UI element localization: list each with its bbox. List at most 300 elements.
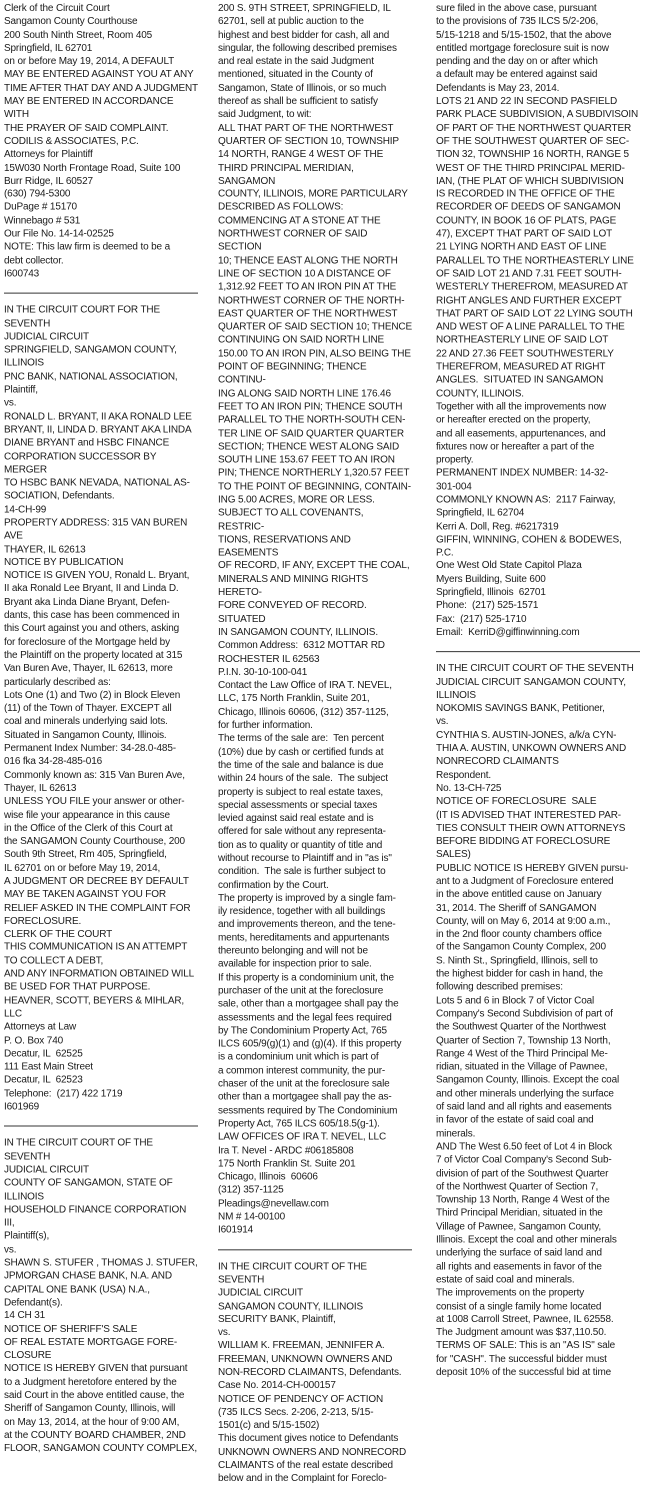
- notice-line: POINT OF BEGINNING; THENCE CONTINU-: [218, 361, 370, 386]
- notice-line: without recourse to Plaintiff and in "as is": [218, 852, 392, 864]
- notice-line: OF THE SOUTHWEST QUARTER OF SEC-: [436, 135, 629, 147]
- notice-line: NORTHWEST CORNER OF SAID SECTION: [218, 228, 371, 254]
- notice-line: confirmation by the Court.: [218, 879, 329, 891]
- notice-line: PERMANENT INDEX NUMBER: 14-32-: [436, 467, 609, 479]
- notice-line: Van Buren Ave, Thayer, IL 62613, more: [4, 663, 173, 675]
- notice-line: SHAWN S. STUFER , THOMAS J. STUFER,: [4, 1257, 198, 1269]
- notice-line: 200 S. 9TH STREET, SPRINGFIELD, IL: [218, 2, 391, 14]
- notice-line: a common interest community, the pur-: [218, 1065, 386, 1077]
- notice-line: (630) 794-5300: [4, 188, 71, 200]
- notice-line: Chicago, Illinois 60606: [218, 1171, 318, 1183]
- notice-line: IN THE CIRCUIT COURT OF THE SEVENTH: [4, 1137, 156, 1163]
- notice-line: vs.: [4, 397, 17, 409]
- notice-line: in the 2nd floor county chambers office: [436, 928, 602, 940]
- notice-line: NON-RECORD CLAIMANTS, Defendants.: [218, 1367, 402, 1379]
- notice-line: Plaintiff(s),: [4, 1230, 50, 1242]
- notice-line: ridian, situated in the Village of Pawnee,: [436, 1061, 608, 1073]
- notice-line: NORTHEASTERLY LINE OF SAID LOT: [436, 334, 609, 346]
- notice-line: 14 CH 31: [4, 1310, 46, 1322]
- notice-line: Lots 5 and 6 in Block 7 of Victor Coal: [436, 995, 595, 1007]
- notice-line: thereof as shall be sufficient to satisfy: [218, 95, 378, 107]
- notice-line: CORPORATION SUCCESSOR BY MERGER: [4, 450, 159, 476]
- notice-line: SPRINGFIELD, SANGAMON COUNTY,: [4, 344, 177, 356]
- notice-line: (312) 357-1125: [218, 1184, 284, 1196]
- notice-line: special assessments or special taxes: [218, 799, 378, 811]
- notice-line: Winnebago # 531: [4, 215, 81, 227]
- notice-line: ILLINOIS: [4, 1190, 44, 1202]
- notice-line: Sangamon, State of Illinois, or so much: [218, 82, 387, 94]
- notice-line: dants, this case has been commenced in: [4, 610, 180, 622]
- notice-line: sessments required by The Condominium: [218, 1105, 398, 1117]
- notice-line: in favor of the estate of said coal and: [436, 1114, 594, 1126]
- notice-line: vs.: [436, 716, 449, 728]
- notice-line: South 9th Street, Rm 405, Springfield,: [4, 849, 167, 861]
- notice-line: (735 ILCS Secs. 2-206, 2-213, 5/15-: [218, 1406, 374, 1418]
- notice-line: COMMENCING AT A STONE AT THE: [218, 215, 381, 227]
- notice-line: Burr Ridge, IL 60527: [4, 175, 93, 187]
- notice-divider: [4, 293, 198, 294]
- notice-line: JUDICIAL CIRCUIT: [4, 331, 90, 343]
- notice-line: 7 of Victor Coal Company's Second Sub-: [436, 1154, 612, 1166]
- notice-line: HOUSEHOLD FINANCE CORPORATION III,: [4, 1204, 189, 1229]
- notice-line: IN THE CIRCUIT COURT OF THE SEVENTH: [218, 1260, 370, 1286]
- notice-line: If this property is a condominium unit, the: [218, 972, 394, 984]
- notice-line: 14 NORTH, RANGE 4 WEST OF THE: [218, 149, 384, 161]
- notice-line: wise file your appearance in this cause: [4, 809, 170, 821]
- notice-line: coal and minerals underlying said lots.: [4, 716, 168, 728]
- notice-line: fixtures now or hereafter a part of the: [436, 441, 595, 453]
- notice-line: SECTION; THENCE WEST ALONG SAID: [218, 441, 400, 453]
- notice-line: NM # 14-00100: [218, 1211, 285, 1223]
- notice-line: purchaser of the unit at the foreclosure: [218, 985, 384, 997]
- notice-line: Company's Second Subdivision of part of: [436, 1008, 613, 1020]
- notice-line: 111 East Main Street: [4, 1061, 93, 1073]
- notice-line: BEFORE BIDDING AT FORECLOSURE: [436, 835, 611, 847]
- notice-line: NOTICE IS HEREBY GIVEN that pursuant: [4, 1363, 188, 1375]
- notice-line: IAN, (THE PLAT OF WHICH SUBDIVISION: [436, 175, 624, 187]
- notice-line: OF REAL ESTATE MORTGAGE FORE-: [4, 1337, 178, 1348]
- notice-line: all rights and easements in favor of the: [436, 1260, 602, 1272]
- notice-line: Range 4 West of the Third Principal Me-: [436, 1048, 608, 1060]
- notice-line: of the Sangamon County Complex, 200: [436, 942, 606, 954]
- notice-line: debt collector.: [4, 255, 64, 267]
- notice-line: Email: KerriD@giffinwinning.com: [436, 627, 580, 639]
- notice-line: 47), EXCEPT THAT PART OF SAID LOT: [436, 228, 613, 240]
- notice-line: Commonly known as: 315 Van Buren Ave,: [4, 769, 185, 781]
- notice-line: thereunto belonging and will not be: [218, 945, 368, 957]
- notice-line: BRYANT, II, LINDA D. BRYANT AKA LINDA: [4, 424, 192, 436]
- notice-line: the Plaintiff on the property located at 315: [4, 650, 183, 662]
- legal-notice: [4, 2, 198, 281]
- notice-line: 10; THENCE EAST ALONG THE NORTH: [218, 255, 398, 267]
- notice-line: IL 62701 on or before May 19, 2014,: [4, 862, 161, 874]
- notice-line: WEST OF THE THIRD PRINCIPAL MERID-: [436, 162, 625, 174]
- notice-line: I600743: [4, 268, 40, 280]
- notice-line: ING ALONG SAID NORTH LINE 176.46: [218, 388, 391, 400]
- notice-line: 62701, sell at public auction to the: [218, 16, 364, 28]
- notice-line: to a Judgment heretofore entered by the: [4, 1376, 177, 1388]
- notice-line: Bryant aka Linda Diane Bryant, Defen-: [4, 596, 170, 608]
- notice-line: pending and the day on or after which: [436, 56, 598, 68]
- notice-line: Clerk of the Circuit Court: [4, 2, 110, 14]
- notice-line: AND The West 6.50 feet of Lot 4 in Block: [436, 1141, 612, 1153]
- notice-line: The improvements on the property: [436, 1287, 585, 1299]
- notice-line: WILLIAM K. FREEMAN, JENNIFER A.: [218, 1340, 385, 1352]
- notice-line: vs.: [4, 1244, 17, 1256]
- notice-line: Case No. 2014-CH-000157: [218, 1380, 336, 1392]
- notice-line: PARALLEL TO THE NORTHEASTERLY LINE: [436, 255, 634, 267]
- notice-line: Third Principal Meridian, situated in the: [436, 1207, 603, 1219]
- notice-line: TO THE POINT OF BEGINNING, CONTAIN-: [218, 481, 411, 493]
- notice-line: No. 13-CH-725: [436, 782, 502, 794]
- legal-notice: [218, 2, 412, 1237]
- notice-line: vs.: [218, 1327, 231, 1339]
- notice-divider: [218, 1249, 412, 1250]
- notice-line: GIFFIN, WINNING, COHEN & BODEWES,: [436, 534, 622, 546]
- notice-line: Our File No. 14-14-02525: [4, 228, 114, 240]
- notice-line: One West Old State Capitol Plaza: [436, 560, 582, 572]
- notice-line: MAY BE ENTERED IN ACCORDANCE WITH: [4, 95, 176, 121]
- notice-line: DIANE BRYANT and HSBC FINANCE: [4, 437, 170, 449]
- legal-notice: [218, 1260, 412, 1486]
- notice-line: The terms of the sale are: Ten percent: [218, 733, 384, 745]
- notice-line: Property Act, 765 ILCS 605/18.5(g-1).: [218, 1118, 380, 1130]
- notice-line: Situated in Sangamon County, Illinois.: [4, 729, 167, 741]
- notice-line: available for inspection prior to sale.: [218, 959, 372, 971]
- notice-line: TIONS, RESERVATIONS AND EASEMENTS: [218, 534, 354, 559]
- notice-line: for further information.: [218, 720, 313, 732]
- notice-line: estate of said coal and minerals.: [436, 1274, 575, 1286]
- notice-line: of the Northwest Quarter of Section 7,: [436, 1181, 599, 1193]
- notice-line: the highest bidder for cash in hand, the: [436, 968, 603, 980]
- notice-line: IS RECORDED IN THE OFFICE OF THE: [436, 188, 615, 200]
- notice-line: Springfield, IL 62701: [4, 42, 93, 54]
- notice-line: Fax: (217) 525-1710: [436, 613, 527, 625]
- notice-line: on or before May 19, 2014, A DEFAULT: [4, 56, 175, 68]
- notice-line: CLAIMANTS of the real estate described: [218, 1460, 393, 1472]
- notice-line: COUNTY, ILLINOIS.: [436, 388, 524, 400]
- notice-line: Springfield, IL 62704: [436, 507, 525, 519]
- notice-line: County, will on May 6, 2014 at 9:00 a.m.,: [436, 915, 611, 927]
- notice-line: PNC BANK, NATIONAL ASSOCIATION,: [4, 371, 178, 383]
- notice-line: CYNTHIA S. AUSTIN-JONES, a/k/a CYN-: [436, 729, 617, 741]
- notice-line: SOUTH LINE 153.67 FEET TO AN IRON: [218, 454, 395, 466]
- notice-line: OF SAID LOT 21 AND 7.31 FEET SOUTH-: [436, 268, 622, 280]
- notice-line: the time of the sale and balance is due: [218, 759, 384, 771]
- notice-line: I601969: [4, 1101, 40, 1113]
- notice-line: RECORDER OF DEEDS OF SANGAMON: [436, 202, 621, 214]
- notice-line: DuPage # 15170: [4, 202, 77, 214]
- notice-line: and other minerals underlying the surface: [436, 1088, 614, 1100]
- notice-divider: [436, 651, 640, 652]
- notice-line: COUNTY OF SANGAMON, STATE OF: [4, 1177, 173, 1189]
- notice-line: FORECLOSURE.: [4, 915, 82, 927]
- notice-line: TERMS OF SALE: This is an "AS IS" sale: [436, 1340, 616, 1352]
- notice-line: said Court in the above entitled cause, the: [4, 1390, 185, 1402]
- notice-line: minerals.: [436, 1128, 476, 1140]
- notice-line: levied against said real estate and is: [218, 813, 374, 825]
- notice-line: P.C.: [436, 547, 454, 559]
- notice-line: NOTICE OF FORECLOSURE SALE: [436, 796, 597, 808]
- notice-line: RELIEF ASKED IN THE COMPLAINT FOR: [4, 902, 191, 914]
- notice-line: TO HSBC BANK NEVADA, NATIONAL AS-: [4, 477, 190, 489]
- notice-line: and improvements thereon, and the tene-: [218, 919, 396, 931]
- notice-line: Phone: (217) 525-1571: [436, 600, 539, 612]
- notice-line: TIME AFTER THAT DAY AND A JUDGMENT: [4, 82, 198, 94]
- notice-line: FEET TO AN IRON PIN; THENCE SOUTH: [218, 401, 403, 413]
- notice-line: QUARTER OF SAID SECTION 10; THENCE: [218, 321, 412, 333]
- notice-line: CLERK OF THE COURT: [4, 928, 113, 940]
- notice-line: consist of a single family home located: [436, 1300, 602, 1312]
- notice-line: particularly described as:: [4, 676, 111, 688]
- notice-line: 150.00 TO AN IRON PIN, ALSO BEING THE: [218, 348, 411, 360]
- notice-line: IN THE CIRCUIT COURT OF THE SEVENTH: [436, 663, 634, 675]
- notice-line: ments, hereditaments and appurtenants: [218, 932, 390, 944]
- notice-line: sale, other than a mortgagee shall pay the: [218, 998, 399, 1010]
- notice-line: MAY BE TAKEN AGAINST YOU FOR: [4, 889, 166, 901]
- notice-line: 14-CH-99: [4, 504, 47, 516]
- notice-line: JUDICIAL CIRCUIT: [4, 1164, 90, 1176]
- notice-line: said Judgment, to wit:: [218, 109, 312, 121]
- notice-line: MINERALS AND MINING RIGHTS HERETO-: [218, 574, 371, 599]
- notice-line: Common Address: 6312 MOTTAR RD: [218, 640, 385, 652]
- notice-line: this Court against you and others, asking: [4, 623, 180, 635]
- notice-line: BE USED FOR THAT PURPOSE.: [4, 982, 151, 994]
- notice-line: NORTHWEST CORNER OF THE NORTH-: [218, 295, 405, 307]
- notice-line: 1501(c) and 5/15-1502): [218, 1420, 320, 1432]
- notice-line: the Southwest Quarter of the Northwest: [436, 1021, 606, 1033]
- notice-line: RONALD L. BRYANT, II AKA RONALD LEE: [4, 411, 192, 423]
- notice-line: Quarter of Section 7, Township 13 North,: [436, 1035, 611, 1047]
- notice-line: for "CASH". The successful bidder must: [436, 1353, 607, 1365]
- notice-line: 1,312.92 FEET TO AN IRON PIN AT THE: [218, 281, 397, 293]
- notice-line: below and in the Complaint for Foreclo-: [218, 1473, 387, 1485]
- notice-line: at the COUNTY BOARD CHAMBER, 2ND: [4, 1429, 186, 1441]
- notice-line: AND ANY INFORMATION OBTAINED WILL: [4, 968, 195, 980]
- notice-line: FREEMAN, UNKNOWN OWNERS AND: [218, 1353, 393, 1365]
- notice-line: highest and best bidder for cash, all and: [218, 29, 390, 41]
- notice-line: DESCRIBED AS FOLLOWS:: [218, 202, 344, 214]
- notice-line: for foreclosure of the Mortgage held by: [4, 636, 170, 648]
- notice-line: CAPITAL ONE BANK (USA) N.A.,: [4, 1283, 150, 1295]
- notice-line: Lots One (1) and Two (2) in Block Eleven: [4, 689, 181, 701]
- notice-line: 175 North Franklin St. Suite 201: [218, 1158, 356, 1170]
- notice-line: ILCS 605/9(g)(1) and (g)(4). If this property: [218, 1038, 402, 1050]
- notice-line: in the above entitled cause on January: [436, 889, 602, 901]
- notice-line: The Judgment amount was $37,110.50.: [436, 1327, 607, 1339]
- notice-line: JPMORGAN CHASE BANK, N.A. AND: [4, 1270, 172, 1282]
- notice-line: Sheriff of Sangamon County, Illinois, will: [4, 1403, 176, 1415]
- notice-line: OF PART OF THE NORTHWEST QUARTER: [436, 122, 632, 134]
- notice-line: IN SANGAMON COUNTY, ILLINOIS.: [218, 627, 378, 639]
- notice-line: Defendants is May 23, 2014.: [436, 82, 560, 94]
- notice-line: entitled mortgage foreclosure suit is now: [436, 42, 609, 54]
- notice-line: UNLESS YOU FILE your answer or other-: [4, 796, 185, 808]
- notice-line: Contact the Law Office of IRA T. NEVEL,: [218, 680, 392, 692]
- notice-line: within 24 hours of the sale. The subject: [218, 773, 388, 785]
- notice-line: COUNTY, IN BOOK 16 OF PLATS, PAGE: [436, 215, 617, 227]
- notice-line: FLOOR, SANGAMON COUNTY COMPLEX,: [4, 1443, 197, 1455]
- notice-line: ING 5.00 ACRES, MORE OR LESS.: [218, 494, 375, 506]
- notice-line: (IT IS ADVISED THAT INTERESTED PAR-: [436, 809, 621, 821]
- notice-line: a default may be entered against said: [436, 69, 598, 81]
- notice-line: LINE OF SECTION 10 A DISTANCE OF: [218, 268, 391, 280]
- notice-line: COMMONLY KNOWN AS: 2117 Fairway,: [436, 494, 616, 506]
- notice-divider: [4, 1126, 198, 1127]
- notice-line: UNKNOWN OWNERS AND NONRECORD: [218, 1446, 407, 1458]
- notice-line: LAW OFFICES OF IRA T. NEVEL, LLC: [218, 1131, 387, 1143]
- notice-line: TION 32, TOWNSHIP 16 NORTH, RANGE 5: [436, 149, 629, 161]
- notice-line: 21 LYING NORTH AND EAST OF LINE: [436, 242, 607, 254]
- notice-line: NOTICE OF PENDENCY OF ACTION: [218, 1393, 384, 1405]
- notice-line: PARALLEL TO THE NORTH-SOUTH CEN-: [218, 414, 406, 426]
- notice-line: property.: [436, 454, 474, 466]
- notice-line: 301-004: [436, 481, 472, 493]
- notice-line: sure filed in the above case, pursuant: [436, 2, 597, 14]
- notice-line: EAST QUARTER OF THE NORTHWEST: [218, 308, 398, 320]
- notice-line: Chicago, Illinois 60606, (312) 357-1125,: [218, 706, 389, 718]
- legal-notice: [436, 662, 640, 1379]
- notice-line: 5/15-1218 and 5/15-1502, that the above: [436, 29, 612, 41]
- notice-line: THEREFROM, MEASURED AT RIGHT: [436, 361, 606, 373]
- column-3: [436, 2, 640, 1500]
- notice-line: NOTE: This law firm is deemed to be a: [4, 242, 170, 254]
- notice-line: Kerri A. Doll, Reg. #6217319: [436, 520, 559, 532]
- column-1: [4, 2, 198, 1500]
- notice-line: This document gives notice to Defendants: [218, 1433, 399, 1445]
- notice-line: P.I.N. 30-10-100-041: [218, 666, 308, 678]
- column-2: [218, 2, 412, 1500]
- notice-line: Village of Pawnee, Sangamon County,: [436, 1221, 602, 1233]
- notice-line: PARK PLACE SUBDIVISION, A SUBDIVISOIN: [436, 109, 639, 121]
- notice-line: PIN; THENCE NORTHERLY 1,320.57 FEET: [218, 467, 410, 479]
- notice-line: ily residence, together with all buildings: [218, 905, 386, 917]
- notice-line: SECURITY BANK, Plaintiff,: [218, 1314, 336, 1326]
- notice-line: 22 AND 27.36 FEET SOUTHWESTERLY: [436, 348, 614, 360]
- legal-notice: [4, 304, 198, 1114]
- notice-line: in the Office of the Clerk of this Court at: [4, 822, 173, 834]
- notice-line: to the provisions of 735 ILCS 5/2-206,: [436, 16, 599, 28]
- notice-line: deposit 10% of the successful bid at time: [436, 1367, 612, 1379]
- notice-line: NOTICE IS GIVEN YOU, Ronald L. Bryant,: [4, 570, 190, 582]
- notice-line: CONTINUING ON SAID NORTH LINE: [218, 334, 385, 346]
- notice-line: Attorneys at Law: [4, 1021, 77, 1033]
- notice-line: SUBJECT TO ALL COVENANTS, RESTRIC-: [218, 507, 367, 532]
- notice-line: TO COLLECT A DEBT,: [4, 955, 104, 967]
- notice-line: NOTICE BY PUBLICATION: [4, 557, 124, 569]
- notice-line: of said land and all rights and easements: [436, 1101, 612, 1113]
- notice-line: following described premises:: [436, 982, 563, 994]
- notice-line: ILLINOIS: [436, 689, 476, 701]
- notice-line: S. Ninth St., Springfield, Illinois, sell to: [436, 955, 598, 967]
- notice-line: CLOSURE: [4, 1350, 52, 1362]
- notice-line: Permanent Index Number: 34-28.0-485-: [4, 743, 176, 755]
- notice-line: Myers Building, Suite 600: [436, 574, 546, 585]
- notice-line: THAT PART OF SAID LOT 22 LYING SOUTH: [436, 308, 633, 320]
- notice-line: RIGHT ANGLES AND FURTHER EXCEPT: [436, 295, 622, 307]
- notice-line: PROPERTY ADDRESS: 315 VAN BUREN: [4, 517, 188, 529]
- notice-line: NONRECORD CLAIMANTS: [436, 756, 559, 768]
- notice-line: or hereafter erected on the property,: [436, 414, 591, 426]
- notice-line: Thayer, IL 62613: [4, 782, 77, 794]
- notice-line: (11) of the Town of Thayer. EXCEPT all: [4, 703, 172, 715]
- notice-line: Together with all the improvements now: [436, 401, 606, 413]
- notice-line: offered for sale without any representa-: [218, 826, 386, 838]
- notice-line: 31, 2014. The Sheriff of SANGAMON: [436, 902, 597, 914]
- notice-line: ant to a Judgment of Foreclosure entered: [436, 875, 614, 887]
- notice-line: II aka Ronald Lee Bryant, II and Linda D.: [4, 583, 179, 595]
- notice-line: (10%) due by cash or certified funds at: [218, 746, 384, 758]
- notice-line: SALES): [436, 849, 471, 861]
- notice-line: the SANGAMON County Courthouse, 200: [4, 835, 185, 847]
- notice-line: Township 13 North, Range 4 West of the: [436, 1194, 610, 1206]
- notice-line: underlying the surface of said land and: [436, 1247, 602, 1259]
- notice-line: at 1008 Carroll Street, Pawnee, IL 62558.: [436, 1314, 614, 1326]
- notice-line: MAY BE ENTERED AGAINST YOU AT ANY: [4, 69, 194, 81]
- notice-line: property is subject to real estate taxes,: [218, 786, 384, 798]
- notice-line: SOCIATION, Defendants.: [4, 490, 115, 502]
- notice-line: I601914: [218, 1224, 254, 1236]
- notice-line: Decatur, IL 62525: [4, 1048, 83, 1060]
- notice-line: THE PRAYER OF SAID COMPLAINT.: [4, 122, 169, 134]
- notice-line: COUNTY, ILLINOIS, MORE PARTICULARY: [218, 188, 408, 200]
- notice-line: SANGAMON COUNTY, ILLINOIS: [218, 1300, 363, 1312]
- legal-notice: [4, 1137, 198, 1456]
- notice-line: is a condominium unit which is part of: [218, 1052, 379, 1064]
- notice-line: tion as to quality or quantity of title and: [218, 839, 383, 851]
- notice-line: Sangamon County, Illinois. Except the coal: [436, 1075, 620, 1087]
- notice-line: ANGLES. SITUATED IN SANGAMON: [436, 374, 604, 386]
- notice-line: Telephone: (217) 422 1719: [4, 1088, 123, 1100]
- notice-line: THIS COMMUNICATION IS AN ATTEMPT: [4, 942, 188, 954]
- notice-line: condition. The sale is further subject to: [218, 866, 386, 878]
- notice-line: JUDICIAL CIRCUIT SANGAMON COUNTY,: [436, 676, 626, 688]
- notice-line: ROCHESTER IL 62563: [218, 653, 320, 665]
- notice-line: LLC, 175 North Franklin, Suite 201,: [218, 693, 370, 705]
- notice-line: PUBLIC NOTICE IS HEREBY GIVEN pursu-: [436, 862, 629, 874]
- notice-line: WESTERLY THEREFROM, MEASURED AT: [436, 281, 628, 293]
- notice-line: other than a mortgagee shall pay the as-: [218, 1091, 392, 1103]
- notice-line: Plaintiff,: [4, 384, 38, 396]
- notice-line: HEAVNER, SCOTT, BEYERS & MIHLAR, LLC: [4, 995, 187, 1020]
- notice-line: chaser of the unit at the foreclosure sale: [218, 1078, 390, 1090]
- notice-line: and real estate in the said Judgment: [218, 56, 374, 68]
- notice-line: 15W030 North Frontage Road, Suite 100: [4, 162, 181, 174]
- notice-line: THAYER, IL 62613: [4, 543, 86, 555]
- notice-line: division of part of the Southwest Quarter: [436, 1167, 609, 1179]
- notice-line: on May 13, 2014, at the hour of 9:00 AM,: [4, 1416, 180, 1428]
- notice-line: and all easements, appurtenances, and: [436, 427, 606, 439]
- notice-line: Attorneys for Plaintiff: [4, 149, 93, 161]
- notice-line: AND WEST OF A LINE PARALLEL TO THE: [436, 321, 625, 333]
- notice-line: Springfield, Illinois 62701: [436, 587, 546, 599]
- notice-line: assessments and the legal fees required: [218, 1012, 392, 1024]
- notice-line: QUARTER OF SECTION 10, TOWNSHIP: [218, 135, 399, 147]
- notice-line: by The Condominium Property Act, 765: [218, 1025, 387, 1037]
- notice-line: Decatur, IL 62523: [4, 1075, 83, 1087]
- notice-line: Defendant(s).: [4, 1297, 63, 1309]
- notice-line: Pleadings@nevellaw.com: [218, 1198, 329, 1210]
- notice-line: ILLINOIS: [4, 357, 44, 369]
- notice-line: NOTICE OF SHERIFF'S SALE: [4, 1323, 138, 1335]
- notice-line: TER LINE OF SAID QUARTER QUARTER: [218, 427, 404, 439]
- notice-line: OF RECORD, IF ANY, EXCEPT THE COAL,: [218, 560, 410, 572]
- notice-line: 200 South Ninth Street, Room 405: [4, 29, 153, 41]
- notice-line: singular, the following described premises: [218, 42, 397, 54]
- notice-line: P. O. Box 740: [4, 1035, 64, 1047]
- notice-line: TIES CONSULT THEIR OWN ATTORNEYS: [436, 822, 626, 834]
- notice-line: Sangamon County Courthouse: [4, 16, 138, 28]
